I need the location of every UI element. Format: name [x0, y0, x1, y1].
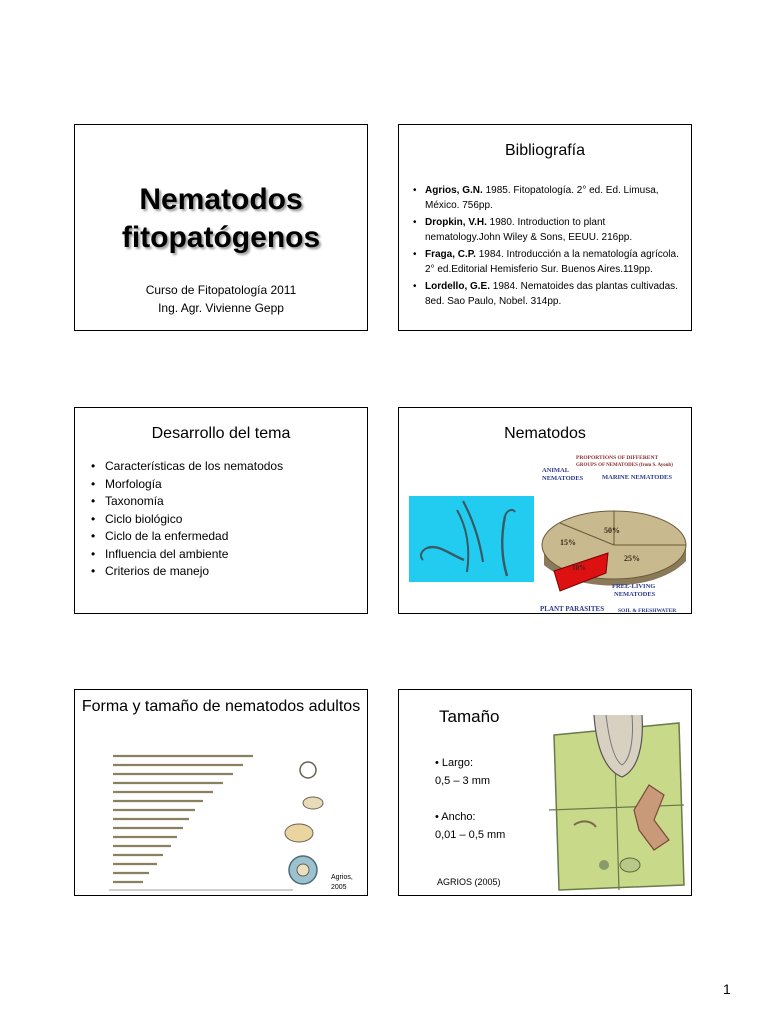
list-item: • Ciclo biológico	[89, 511, 283, 529]
bib-text: 1985. Fitopatología. 2° ed. Ed. Limusa, México. 756pp.	[425, 185, 659, 211]
slide-cover	[74, 124, 368, 331]
pie-pct-free: 25%	[624, 554, 640, 563]
pie-pct-marine: 50%	[604, 526, 620, 535]
largo-value: 0,5 – 3 mm	[435, 775, 491, 787]
list-item	[411, 183, 679, 213]
cover-course: Curso de Fitopatología 2011	[145, 283, 297, 297]
pie-label-animal-1: ANIMAL	[542, 467, 570, 474]
credit-line1: Agrios,	[331, 874, 353, 881]
slide-tamano	[398, 689, 692, 896]
slide-title: Tamaño	[439, 707, 500, 726]
cover-author: Ing. Agr. Vivienne Gepp	[158, 301, 284, 315]
pie-label-soil: SOIL & FRESHWATER	[618, 608, 677, 613]
pie-label-marine: MARINE NEMATODES	[602, 474, 673, 481]
pie-heading-line1: PROPORTIONS OF DIFFERENT	[576, 455, 659, 461]
bib-text: 1980. Introduction to plant nematology.John Wiley & Sons, EEUU. 216pp.	[425, 217, 633, 243]
page-number: 1	[723, 981, 731, 997]
list-item: • Criterios de manejo	[89, 563, 283, 581]
bib-author: Dropkin, V.H.	[425, 217, 487, 228]
list-item	[411, 247, 679, 277]
ancho-value: 0,01 – 0,5 mm	[435, 829, 506, 841]
topics-list	[89, 458, 283, 581]
nematode-size-illustration	[103, 748, 335, 894]
slide-title: Forma y tamaño de nematodos adultos	[81, 698, 361, 715]
cover-title-line1: Nematodos	[139, 183, 303, 216]
list-item: • Taxonomía	[89, 493, 283, 511]
bib-author: Lordello, G.E.	[425, 281, 491, 292]
bib-author: Agrios, G.N.	[425, 185, 483, 196]
cover-subtitle	[75, 281, 367, 317]
largo-label: • Largo:	[435, 757, 474, 769]
cover-title	[75, 181, 367, 257]
bibliography-list	[411, 183, 679, 311]
slide-topics	[74, 407, 368, 614]
pie-label-plant: PLANT PARASITES	[540, 605, 605, 613]
slide-title: Bibliografía	[504, 142, 586, 159]
credit-line2: 2005	[331, 884, 347, 891]
bib-text: 1984. Nematoides das plantas cultivadas. 8ed. Sao Paulo, Nobel. 314pp.	[425, 281, 678, 307]
list-item: • Morfología	[89, 476, 283, 494]
list-item: • Influencia del ambiente	[89, 546, 283, 564]
list-item	[411, 279, 679, 309]
pie-illustration	[536, 453, 688, 613]
ancho-label: • Ancho:	[435, 811, 476, 823]
image-credit: AGRIOS (2005)	[437, 877, 501, 887]
list-item	[411, 215, 679, 245]
slide-title: Nematodos	[504, 425, 586, 442]
slide-forma	[74, 689, 368, 896]
pie-label-animal-2: NEMATODES	[542, 475, 584, 482]
list-item: • Características de los nematodos	[89, 458, 283, 476]
cover-title-line2: fitopatógenos	[121, 221, 321, 254]
pie-pct-plant: 10%	[572, 564, 586, 572]
image-credit	[331, 873, 353, 893]
root-cell-illustration	[534, 715, 689, 895]
slide-nematodos	[398, 407, 692, 614]
nematode-photo	[409, 496, 534, 582]
bib-author: Fraga, C.P.	[425, 249, 476, 260]
pie-pct-animal: 15%	[560, 538, 576, 547]
pie-heading-line2: GROUPS OF NEMATODES (from S. Ayoub)	[576, 463, 673, 468]
slide-bibliography	[398, 124, 692, 331]
bib-text: 1984. Introducción a la nematología agrícola. 2° ed.Editorial Hemisferio Sur. Buenos Aires.119pp.	[425, 249, 679, 275]
pie-label-free-1: FREE-LIVING	[612, 583, 656, 590]
size-list	[435, 754, 505, 844]
slide-title: Desarrollo del tema	[151, 425, 291, 442]
list-item: • Ciclo de la enfermedad	[89, 528, 283, 546]
pie-label-free-2: NEMATODES	[614, 591, 656, 598]
